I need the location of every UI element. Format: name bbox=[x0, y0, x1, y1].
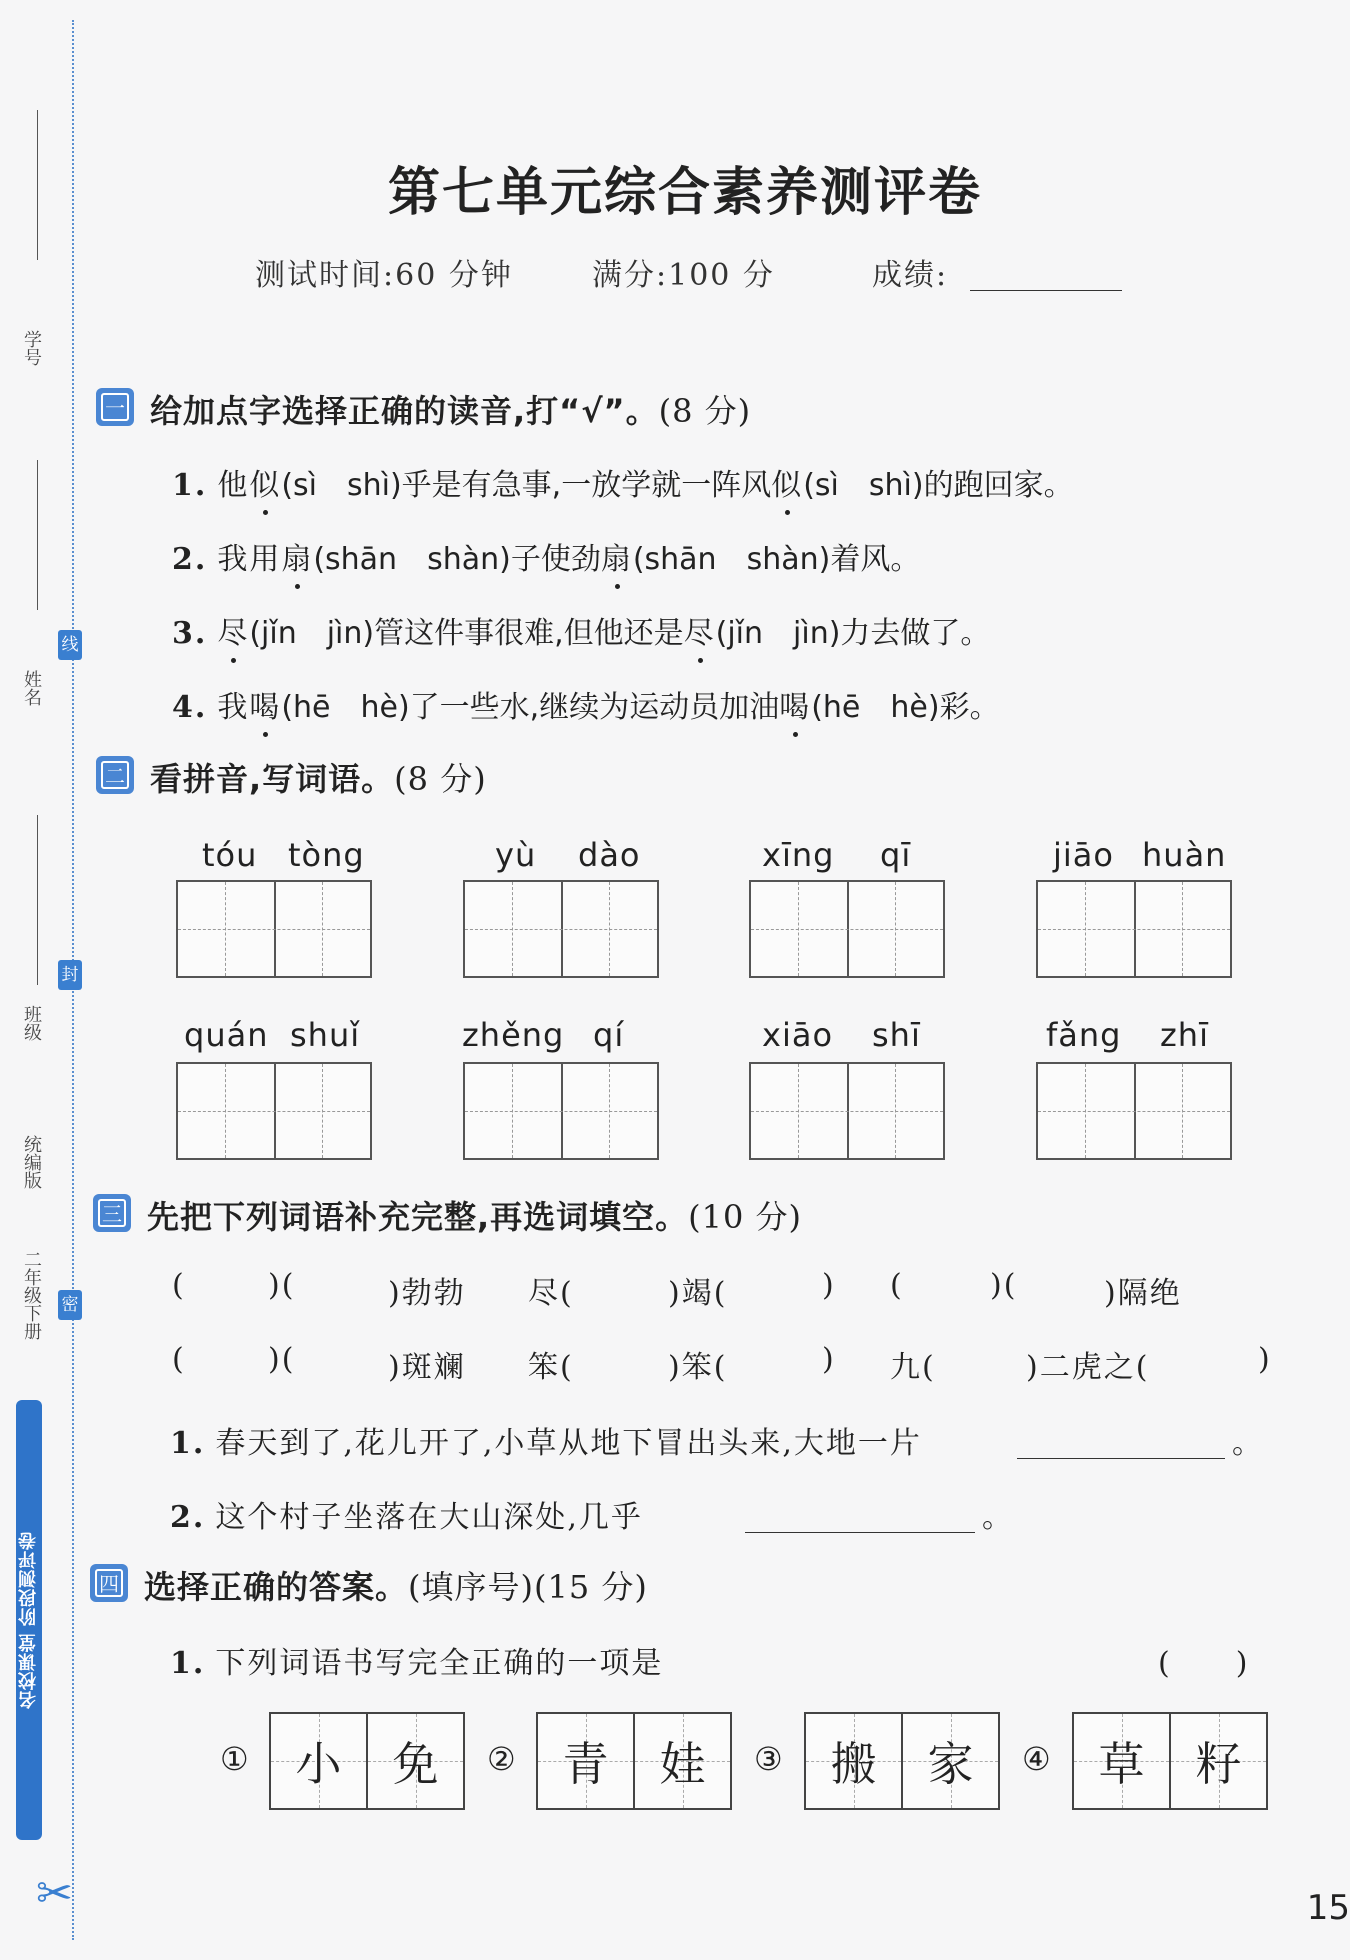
section-1-heading: 给加点字选择正确的读音,打“√”。(8 分) bbox=[150, 392, 752, 430]
pinyin-1b: tòng bbox=[288, 836, 365, 874]
scissors-icon: ✂ bbox=[36, 1868, 73, 1919]
writing-grid[interactable] bbox=[749, 1062, 945, 1160]
grade-term-label: 二年级下册 bbox=[21, 1250, 42, 1340]
pinyin-1a: tóu bbox=[202, 836, 258, 874]
fill-blank-1[interactable] bbox=[1017, 1458, 1225, 1459]
pinyin-4b: huàn bbox=[1142, 836, 1227, 874]
brand-strip: 名校课堂 阶段测评卷 bbox=[16, 1400, 42, 1840]
pinyin-2a: yù bbox=[495, 836, 537, 874]
name-label: 姓名 bbox=[21, 670, 42, 706]
pinyin-5a: quán bbox=[184, 1016, 269, 1054]
option-2-box[interactable]: 青 娃 bbox=[536, 1712, 732, 1810]
option-1-label: ① bbox=[220, 1740, 249, 1778]
full-score: 满分:100 分 bbox=[592, 258, 775, 293]
writing-grid[interactable] bbox=[1036, 1062, 1232, 1160]
pinyin-6b: qí bbox=[593, 1016, 625, 1054]
reading-question-1: 1. 他似(sì shì)乎是有急事,一放学就一阵风似(sì shì)的跑回家。 bbox=[172, 468, 1074, 503]
choice-question-1: 1. 下列词语书写完全正确的一项是 bbox=[170, 1646, 664, 1681]
fill-blank-2[interactable] bbox=[745, 1532, 975, 1533]
page-title: 第七单元综合素养测评卷 bbox=[387, 162, 982, 223]
pinyin-7b: shī bbox=[872, 1016, 921, 1054]
seal-mark-line: 线 bbox=[58, 630, 82, 660]
option-3-box[interactable]: 搬 家 bbox=[804, 1712, 1000, 1810]
section-2-heading: 看拼音,写词语。(8 分) bbox=[150, 760, 487, 798]
pinyin-6a: zhěng bbox=[462, 1016, 565, 1054]
reading-question-4: 4. 我喝(hē hè)了一些水,继续为运动员加油喝(hē hè)彩。 bbox=[172, 690, 1000, 725]
writing-grid[interactable] bbox=[176, 880, 372, 978]
score-blank[interactable] bbox=[970, 290, 1122, 291]
section-4-icon: 四 bbox=[90, 1564, 128, 1602]
name-line bbox=[37, 460, 38, 610]
section-1-icon: 一 bbox=[96, 388, 134, 426]
writing-grid[interactable] bbox=[176, 1062, 372, 1160]
score-label: 成绩: bbox=[872, 258, 949, 293]
section-2-icon: 二 bbox=[96, 756, 134, 794]
reading-question-2: 2. 我用扇(shān shàn)子使劲扇(shān shàn)着风。 bbox=[172, 542, 921, 577]
option-2-label: ② bbox=[487, 1740, 516, 1778]
pinyin-8b: zhī bbox=[1160, 1016, 1209, 1054]
class-label: 班级 bbox=[21, 1005, 42, 1041]
pinyin-3b: qī bbox=[880, 836, 912, 874]
fill-sentence-2-end: 。 bbox=[982, 1500, 1014, 1535]
answer-paren[interactable]: ( ) bbox=[1158, 1646, 1250, 1681]
pinyin-4a: jiāo bbox=[1053, 836, 1114, 874]
pinyin-2b: dào bbox=[578, 836, 641, 874]
seal-mark-seal: 封 bbox=[58, 960, 82, 990]
page-number: 15 bbox=[1306, 1888, 1350, 1928]
section-4-heading: 选择正确的答案。(填序号)(15 分) bbox=[144, 1568, 648, 1606]
pinyin-7a: xiāo bbox=[762, 1016, 834, 1054]
pinyin-3a: xīng bbox=[762, 836, 835, 874]
test-time: 测试时间:60 分钟 bbox=[255, 258, 513, 293]
pinyin-5b: shuǐ bbox=[290, 1016, 361, 1054]
option-1-box[interactable]: 小 免 bbox=[269, 1712, 465, 1810]
student-id-label: 学号 bbox=[21, 330, 42, 366]
writing-grid[interactable] bbox=[463, 1062, 659, 1160]
option-4-box[interactable]: 草 籽 bbox=[1072, 1712, 1268, 1810]
writing-grid[interactable] bbox=[749, 880, 945, 978]
section-3-icon: 三 bbox=[93, 1194, 131, 1232]
fill-sentence-2: 2. 这个村子坐落在大山深处,几乎 bbox=[170, 1500, 643, 1535]
fill-sentence-1: 1. 春天到了,花儿开了,小草从地下冒出头来,大地一片 bbox=[170, 1426, 922, 1461]
class-line bbox=[37, 815, 38, 985]
pinyin-8a: fǎng bbox=[1046, 1016, 1122, 1054]
option-3-label: ③ bbox=[754, 1740, 783, 1778]
seal-mark-secret: 密 bbox=[58, 1290, 82, 1320]
writing-grid[interactable] bbox=[463, 880, 659, 978]
reading-question-3: 3. 尽(jǐn jìn)管这件事很难,但他还是尽(jǐn jìn)力去做了。 bbox=[172, 616, 991, 651]
writing-grid[interactable] bbox=[1036, 880, 1232, 978]
fill-sentence-1-end: 。 bbox=[1232, 1426, 1264, 1461]
edition-label: 统编版 bbox=[21, 1135, 42, 1189]
section-3-heading: 先把下列词语补充完整,再选词填空。(10 分) bbox=[147, 1198, 803, 1236]
option-4-label: ④ bbox=[1022, 1740, 1051, 1778]
